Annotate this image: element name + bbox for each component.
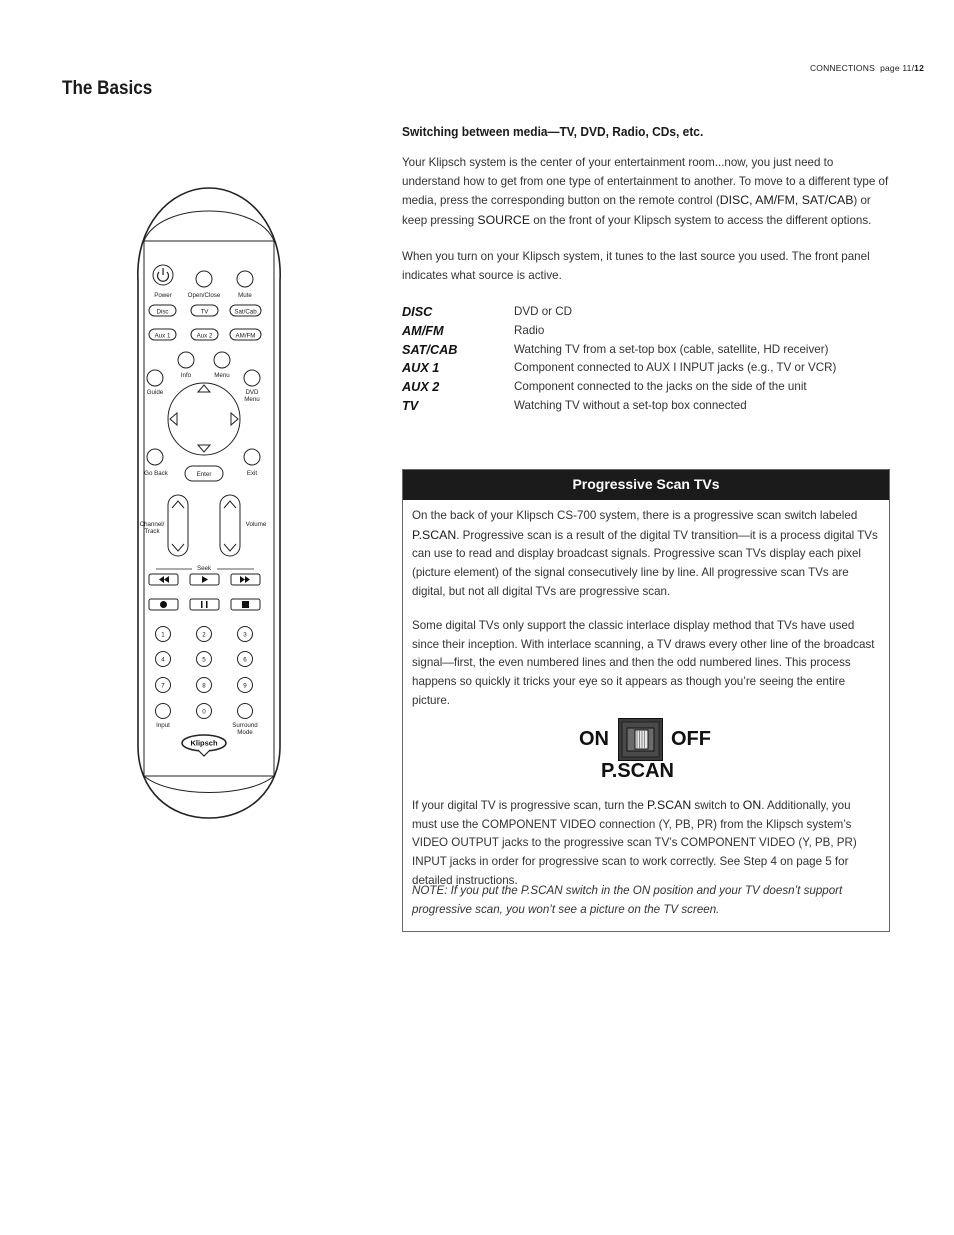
source-desc: Component connected to AUX I INPUT jacks (e.g., TV or VCR) (514, 361, 837, 375)
section-heading: Switching between media—TV, DVD, Radio, CDs, etc. (402, 124, 704, 139)
remote-label-enter: Enter (196, 471, 212, 478)
stop-icon (242, 601, 249, 608)
digit-2: 2 (202, 631, 206, 639)
intro-buttons: DISC, AM/FM, SAT/CAB (719, 193, 854, 208)
remote-label-volume: Volume (245, 521, 267, 528)
digit-9: 9 (243, 682, 247, 690)
remote-label-channel: Channel/ (139, 521, 165, 528)
header-section: CONNECTIONS (809, 63, 875, 73)
bp3-on: ON (742, 798, 762, 812)
remote-label-menu: Menu (214, 372, 230, 379)
remote-label-aux1: Aux 1 (154, 332, 171, 340)
digit-3: 3 (243, 631, 247, 639)
switch-pscan-label: P.SCAN (601, 760, 674, 782)
source-key: AM/FM (402, 323, 444, 338)
pause-icon (201, 601, 203, 608)
intro-part2: To move to a different type of media, press the corresponding button on the remote control ( (402, 174, 889, 208)
header-page-total: 12 (914, 63, 924, 73)
intro-part3: ) or keep pressing (402, 194, 871, 228)
source-key: SAT/CAB (402, 342, 458, 357)
source-desc: Watching TV without a set-top box connected (514, 398, 747, 412)
remote-label-go-back: Go Back (144, 470, 168, 477)
source-row (402, 359, 836, 378)
remote-label-sat-cab: Sat/Cab (234, 308, 257, 316)
remote-label-surround-mode: Mode (237, 729, 253, 736)
digit-4: 4 (161, 656, 165, 664)
bp3-pscan: P.SCAN (647, 798, 692, 812)
switch-on-label: ON (579, 728, 609, 750)
intro-paragraph (402, 154, 892, 231)
bp3-c: . Additionally, you must use the COMPONENT VIDEO connection (Y, PB, PR) from the Klipsch system’s VIDEO OUTPUT jacks to the progressive scan TV’s COMPONENT VIDEO (Y, PB, PR) INPUT jacks in order for progressive scan to work correctly. See Step 4 on page 5 for detailed instructions. (412, 799, 857, 887)
switch-off-label: OFF (671, 728, 711, 750)
source-key: AUX 2 (402, 380, 440, 395)
header-page: page 11/ (880, 63, 915, 73)
pscan-switch-icon (618, 718, 663, 761)
remote-label-surround: Surround (232, 722, 258, 729)
remote-label-open-close: Open/Close (187, 292, 221, 299)
remote-label-input: Input (156, 722, 170, 729)
remote-label-disc: Disc (156, 308, 169, 316)
open-close-button-icon (196, 271, 212, 287)
page-title: The Basics (62, 78, 153, 99)
remote-label-seek: Seek (196, 565, 212, 572)
remote-label-info: Info (180, 372, 192, 379)
remote-label-dvd: DVD (245, 389, 259, 396)
intro-part4: on the front of your Klipsch system to access the different options. (530, 214, 872, 228)
box-paragraph-3 (412, 796, 878, 891)
digit-8: 8 (202, 682, 206, 690)
source-desc: Watching TV from a set-top box (cable, satellite, HD receiver) (514, 342, 829, 356)
remote-label-mute: Mute (238, 292, 252, 299)
box-title: Progressive Scan TVs (403, 470, 889, 500)
dpad-icon (168, 383, 240, 455)
channel-rocker-icon (168, 495, 188, 556)
source-row (402, 378, 836, 397)
remote-label-tv: TV (200, 308, 209, 316)
bp1-b: . Progressive scan is a result of the digital TV transition—it is a process digital TVs can use to read and display broadcast signals. Progressive scan TVs display each pixel (picture element) of the signal consecutively line by line. All progressive scan TVs are digital, but not all digital TVs are progressive scan. (412, 528, 878, 598)
remote-control-illustration (130, 186, 288, 820)
intro-part1: Your Klipsch system is the center of your entertainment room...now, you just need to understand how to get from one type of entertainment to another. (402, 156, 834, 188)
box-note: NOTE: If you put the P.SCAN switch in the ON position and your TV doesn’t support progressive scan, you won’t see a picture on the TV screen. (412, 884, 843, 916)
source-key: DISC (402, 305, 433, 319)
source-table (402, 303, 836, 416)
bp1-pscan: P.SCAN (412, 527, 457, 542)
remote-label-am-fm: AM/FM (235, 332, 256, 340)
source-desc: Radio (514, 323, 545, 337)
bp3-b: switch to (691, 799, 743, 812)
source-desc: Component connected to the jacks on the side of the unit (514, 380, 807, 394)
digit-6: 6 (243, 656, 247, 664)
progressive-scan-box (402, 469, 890, 932)
mute-button-icon (237, 271, 253, 287)
remote-label-exit: Exit (246, 470, 258, 477)
source-desc: DVD or CD (514, 305, 572, 318)
remote-label-power: Power (154, 292, 172, 299)
digit-5: 5 (202, 656, 206, 664)
source-row (402, 322, 836, 341)
remote-label-track: Track (144, 528, 160, 535)
box-paragraph-1 (412, 507, 878, 602)
box-paragraph-2: Some digital TVs only support the classic interlace display method that TVs have used since their inception. With interlace scanning, a TV draws every other line of the broadcast signal—first, the even numbered lines and then the odd numbered lines. This process happens so quickly it tricks your eye so it appears as though you’re seeing the entire picture. (412, 619, 875, 707)
record-icon (160, 601, 167, 608)
source-key: TV (402, 398, 419, 413)
page-header (810, 63, 924, 73)
digit-7: 7 (161, 682, 165, 690)
source-key: AUX 1 (402, 361, 440, 376)
remote-brand: Klipsch (190, 738, 218, 748)
remote-label-dvd-menu: Menu (244, 396, 260, 403)
intro-source: SOURCE (477, 213, 531, 228)
source-row (402, 397, 836, 416)
volume-rocker-icon (220, 495, 240, 556)
bp1-a: On the back of your Klipsch CS-700 system, there is a progressive scan switch labeled (412, 509, 858, 522)
digit-0: 0 (202, 708, 206, 716)
source-row (402, 341, 836, 360)
source-row (402, 303, 836, 322)
remote-label-guide: Guide (146, 389, 164, 396)
remote-label-aux2: Aux 2 (196, 332, 213, 340)
digit-1: 1 (161, 631, 165, 639)
intro2-paragraph: When you turn on your Klipsch system, it tunes to the last source you used. The front panel indicates what source is active. (402, 250, 870, 282)
bp3-a: If your digital TV is progressive scan, turn the (412, 799, 647, 812)
